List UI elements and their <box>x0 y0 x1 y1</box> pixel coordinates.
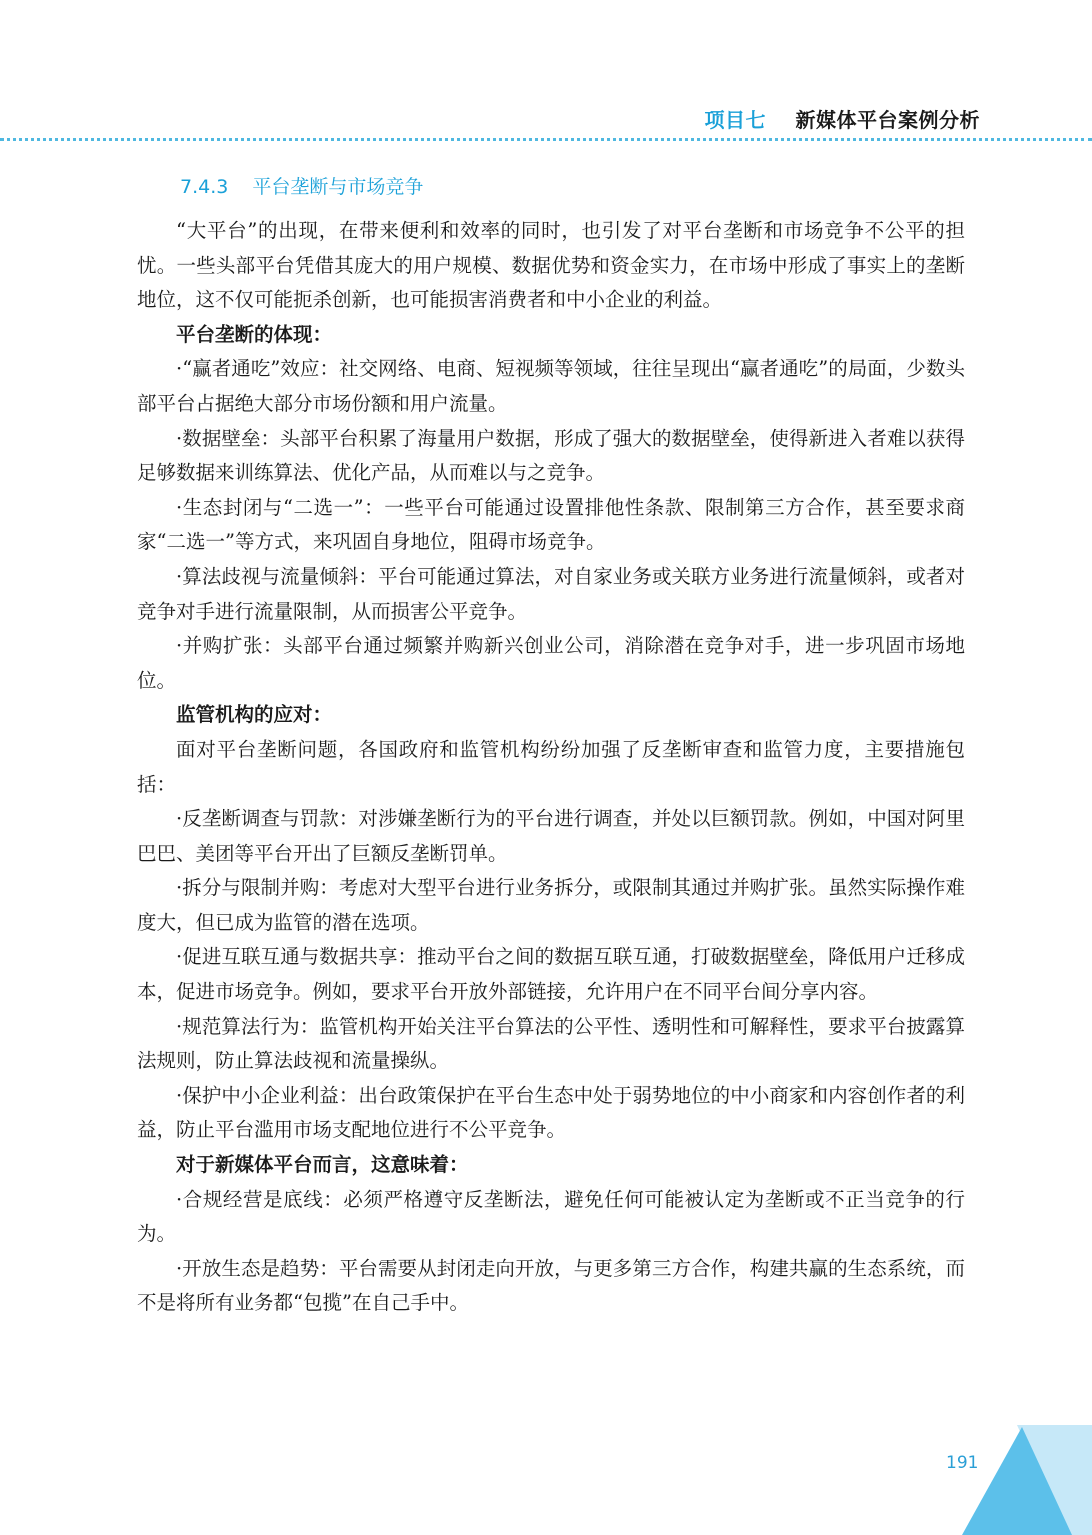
paragraph: ·反垄断调查与罚款：对涉嫌垄断行为的平台进行调查，并处以巨额罚款。例如，中国对阿里巴巴、美团等平台开出了巨额反垄断罚单。 <box>137 807 965 865</box>
paragraph: ·并购扩张：头部平台通过频繁并购新兴创业公司，消除潜在竞争对手，进一步巩固市场地位。 <box>137 634 965 692</box>
paragraph: ·生态封闭与“二选一”：一些平台可能通过设置排他性条款、限制第三方合作，甚至要求商家“二选一”等方式，来巩固自身地位，阻碍市场竞争。 <box>137 495 965 554</box>
paragraph: ·保护中小企业利益：出台政策保护在平台生态中处于弱势地位的中小商家和内容创作者的利益，防止平台滥用市场支配地位进行不公平竞争。 <box>137 1083 965 1142</box>
paragraph: ·拆分与限制并购：考虑对大型平台进行业务拆分，或限制其通过并购扩张。虽然实际操作难度大，但已成为监管的潜在选项。 <box>137 876 965 934</box>
paragraph: “大平台”的出现，在带来便利和效率的同时，也引发了对平台垄断和市场竞争不公平的担忧。一些头部平台凭借其庞大的用户规模、数据优势和资金实力，在市场中形成了事实上的垄断地位，这不仅可能扼杀创新，也可能损害消费者和中小企业的利益。 <box>137 219 965 312</box>
paragraph: ·算法歧视与流量倾斜：平台可能通过算法，对自家业务或关联方业务进行流量倾斜，或者对竞争对手进行流量限制，从而损害公平竞争。 <box>137 564 965 623</box>
page-corner-decoration <box>962 1425 1092 1535</box>
subheading: 平台垄断的体现： <box>176 322 333 346</box>
subheading: 监管机构的应对： <box>176 703 333 727</box>
header-divider <box>0 138 1092 141</box>
chapter-title: 新媒体平台案例分析 <box>795 108 980 132</box>
body-text <box>137 214 965 1321</box>
paragraph: ·促进互联互通与数据共享：推动平台之间的数据互联互通，打破数据壁垒，降低用户迁移成本，促进市场竞争。例如，要求平台开放外部链接，允许用户在不同平台间分享内容。 <box>137 945 965 1004</box>
section-number: 7.4.3 <box>180 176 229 198</box>
paragraph: ·规范算法行为：监管机构开始关注平台算法的公平性、透明性和可解释性，要求平台披露算法规则，防止算法歧视和流量操纵。 <box>137 1014 965 1073</box>
paragraph: ·数据壁垒：头部平台积累了海量用户数据，形成了强大的数据壁垒，使得新进入者难以获得足够数据来训练算法、优化产品，从而难以与之竞争。 <box>137 426 965 485</box>
section-title: 平台垄断与市场竞争 <box>252 176 424 198</box>
page-number: 191 <box>946 1453 979 1473</box>
subheading: 对于新媒体平台而言，这意味着： <box>176 1153 469 1177</box>
paragraph: 面对平台垄断问题，各国政府和监管机构纷纷加强了反垄断审查和监管力度，主要措施包括： <box>137 737 965 796</box>
paragraph: ·合规经营是底线：必须严格遵守反垄断法，避免任何可能被认定为垄断或不正当竞争的行为。 <box>137 1187 965 1246</box>
paragraph: ·开放生态是趋势：平台需要从封闭走向开放，与更多第三方合作，构建共赢的生态系统，而不是将所有业务都“包揽”在自己手中。 <box>137 1256 965 1315</box>
section-heading <box>180 172 423 199</box>
paragraph: ·“赢者通吃”效应：社交网络、电商、短视频等领域，往往呈现出“赢者通吃”的局面，少数头部平台占据绝大部分市场份额和用户流量。 <box>137 357 965 415</box>
running-header <box>705 104 980 133</box>
chapter-label: 项目七 <box>704 108 767 132</box>
